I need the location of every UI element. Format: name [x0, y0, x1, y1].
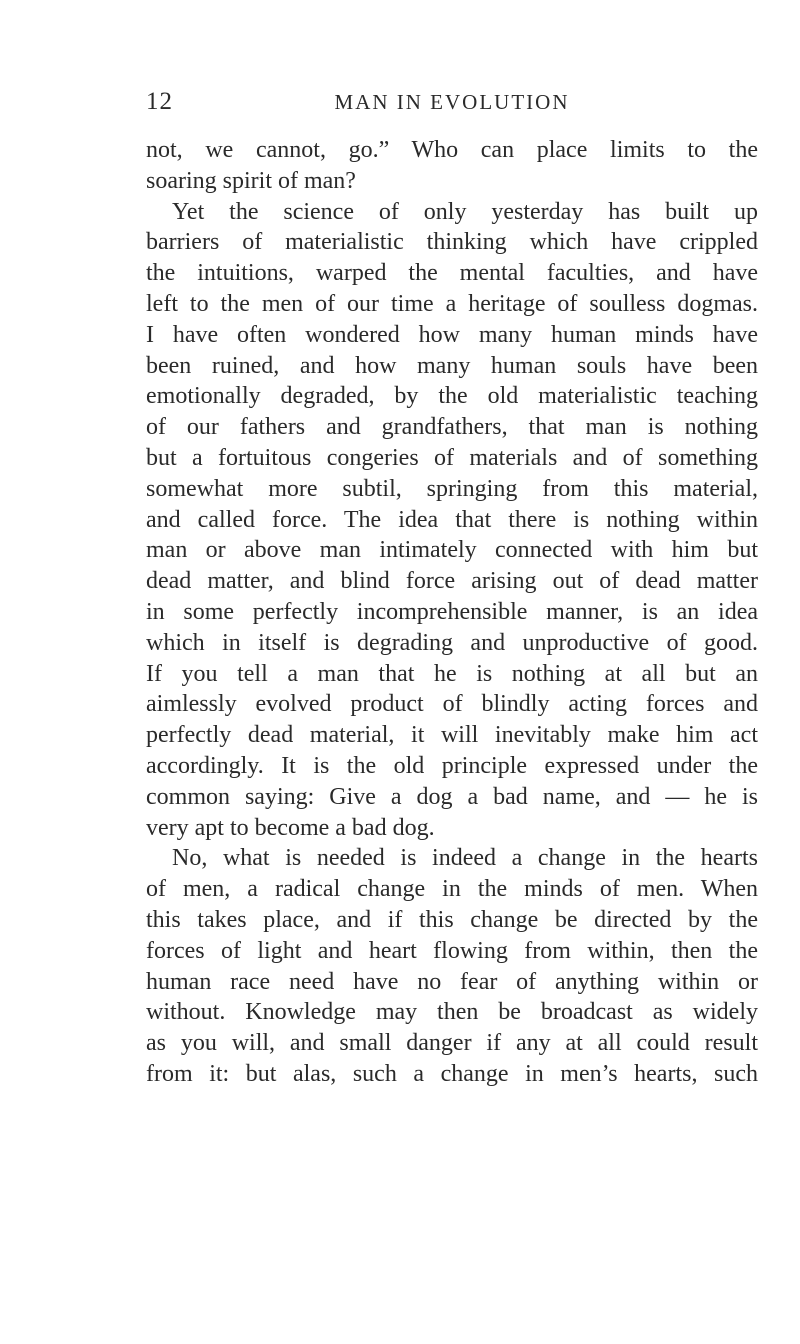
text-line: I have often wondered how many human minds have: [146, 321, 758, 348]
text-line: not, we cannot, go.” Who can place limits to the: [146, 137, 758, 163]
text-line: forces of light and heart flowing from within, then the: [146, 937, 758, 964]
text-line: this takes place, and if this change be directed by the: [146, 906, 758, 933]
text-line: human race need have no fear of anything within or: [146, 968, 758, 995]
text-line: in some perfectly incomprehensible manner, is an idea: [146, 598, 758, 625]
text-line: of men, a radical change in the minds of men. When: [146, 876, 758, 903]
text-line: but a fortuitous congeries of materials and of something: [146, 444, 758, 471]
text-line: of our fathers and grandfathers, that man is nothing: [146, 414, 758, 441]
text-line: Yet the science of only yesterday has built up: [172, 198, 758, 225]
text-line: without. Knowledge may then be broadcast as widely: [146, 999, 758, 1026]
text-line: accordingly. It is the old principle expressed under the: [146, 752, 758, 779]
text-line: aimlessly evolved product of blindly acting forces and: [146, 691, 758, 718]
body-text: [146, 135, 758, 1090]
text-line: somewhat more subtil, springing from this material,: [146, 475, 758, 502]
text-line: emotionally degraded, by the old materialistic teaching: [146, 383, 758, 410]
text-line: common saying: Give a dog a bad name, and — he is: [146, 783, 758, 810]
text-line: man or above man intimately connected with him but: [146, 537, 758, 564]
text-line: and called force. The idea that there is nothing within: [146, 506, 758, 533]
text-line: No, what is needed is indeed a change in the hearts: [172, 845, 758, 872]
book-title: MAN IN EVOLUTION: [334, 90, 570, 114]
text-line: left to the men of our time a heritage of soulless dogmas.: [146, 290, 758, 317]
running-head: [146, 88, 758, 118]
text-line: as you will, and small danger if any at all could result: [146, 1030, 758, 1057]
text-line: from it: but alas, such a change in men’s hearts, such: [146, 1060, 758, 1087]
text-line: barriers of materialistic thinking which have crippled: [146, 229, 758, 256]
text-line: dead matter, and blind force arising out of dead matter: [146, 568, 758, 595]
page-number: 12: [146, 88, 173, 115]
text-line: If you tell a man that he is nothing at all but an: [146, 660, 758, 687]
text-line: perfectly dead material, it will inevitably make him act: [146, 722, 758, 749]
text-line: the intuitions, warped the mental faculties, and have: [146, 260, 758, 287]
text-line: soaring spirit of man?: [146, 167, 356, 194]
text-line: been ruined, and how many human souls have been: [146, 352, 758, 379]
text-line: which in itself is degrading and unproductive of good.: [146, 629, 758, 656]
text-line: very apt to become a bad dog.: [146, 814, 435, 841]
